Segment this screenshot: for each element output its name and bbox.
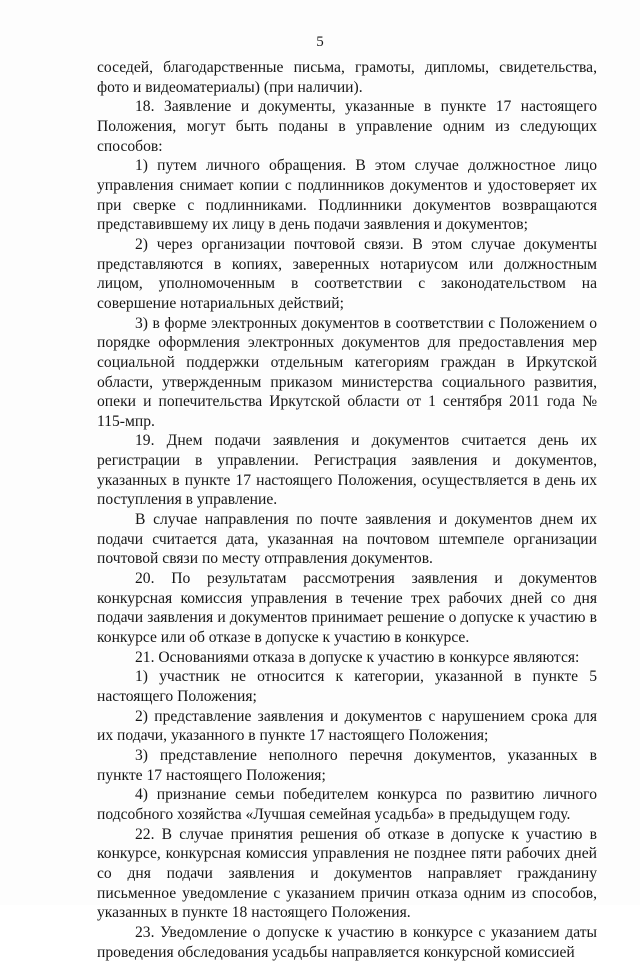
paragraph-20: 20. По результатам рассмотрения заявления и документов конкурсная комиссия управления в течение трех рабочих дней со дня подачи заявления и документов принимает решение о допуске к участию в конкурсе или об отказе в допуске к участию в конкурсе.	[97, 570, 597, 647]
document-body	[97, 58, 597, 962]
paragraph-19-mail: В случае направления по почте заявления и документов днем их подачи считается дата, указанная на почтовом штемпеле организации почтовой связи по месту отправления документов.	[97, 511, 597, 568]
paragraph-21-item-1: 1) участник не относится к категории, указанной в пункте 5 настоящего Положения;	[97, 668, 597, 705]
paragraph-18-item-2: 2) через организации почтовой связи. В этом случае документы представляются в копиях, заверенных нотариусом или должностным лицом, уполномоченным в соответствии с законодательством на совершение нотариальных действий;	[97, 235, 597, 312]
paragraph-18-item-3: 3) в форме электронных документов в соответствии с Положением о порядке оформления электронных документов для предоставления мер социальной поддержки отдельным категориям граждан в Иркутской области, утвержденным приказом министерства социального развития, опеки и попечительства Иркутской области от 1 сентября 2011 года № 115-мпр.	[97, 314, 597, 430]
paragraph-23: 23. Уведомление о допуске к участию в конкурсе с указанием даты проведения обследования усадьбы направляется конкурсной комиссией	[97, 923, 597, 961]
paragraph-21-item-3: 3) представление неполного перечня документов, указанных в пункте 17 настоящего Положения;	[97, 746, 597, 784]
paragraph-21-item-4: 4) признание семьи победителем конкурса по развитию личного подсобного хозяйства «Лучшая семейная усадьба» в предыдущем году.	[97, 786, 597, 823]
paragraph-18: 18. Заявление и документы, указанные в пункте 17 настоящего Положения, могут быть поданы в управление одним из следующих способов:	[97, 98, 597, 155]
paragraph-21-item-2: 2) представление заявления и документов с нарушением срока для их подачи, указанного в пункте 17 настоящего Положения;	[97, 707, 597, 745]
paragraph-continuation: соседей, благодарственные письма, грамоты, дипломы, свидетельства, фото и видеоматериалы) (при наличии).	[97, 59, 597, 96]
paragraph-21: 21. Основаниями отказа в допуске к участию в конкурсе являются:	[135, 648, 580, 666]
page-number: 5	[316, 34, 324, 50]
paragraph-22: 22. В случае принятия решения об отказе в допуске к участию в конкурсе, конкурсная комиссия управления не позднее пяти рабочих дней со дня подачи заявления и документов направляет гражданину письменное уведомление с указанием причин отказа одним из способов, указанных в пункте 18 настоящего Положения.	[97, 825, 597, 922]
paragraph-18-item-1: 1) путем личного обращения. В этом случае должностное лицо управления снимает копии с подлинников документов и удостоверяет их при сверке с подлинниками. Подлинники документов возвращаются представившему их лицу в день подачи заявления и документов;	[97, 157, 597, 234]
paragraph-19: 19. Днем подачи заявления и документов считается день их регистрации в управлении. Регистрация заявления и документов, указанных в пункте 17 настоящего Положения, осуществляется в день их поступления в управление.	[97, 432, 597, 509]
